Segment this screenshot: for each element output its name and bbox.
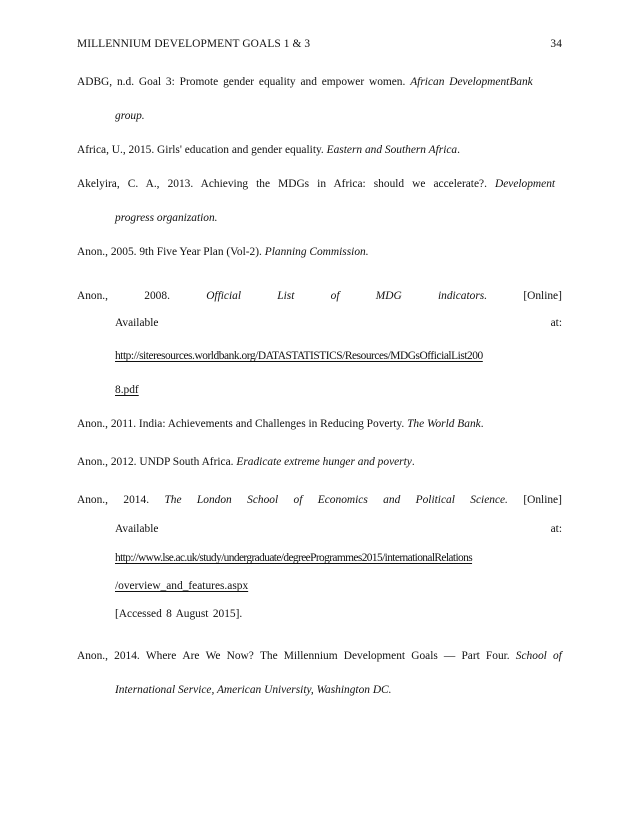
at-label: at: <box>550 523 562 535</box>
reference-entry <box>77 142 460 158</box>
reference-url-link-continued[interactable]: /overview_and_features.aspx <box>115 580 249 592</box>
ref-word: of <box>293 494 303 506</box>
reference-author: Anon., 2005. <box>77 246 137 258</box>
page-number: 34 <box>550 38 562 50</box>
running-header <box>77 38 562 54</box>
ref-word: The <box>164 494 182 506</box>
reference-source: Eradicate extreme hunger and poverty <box>236 456 412 468</box>
ref-word: indicators. <box>438 290 488 302</box>
ref-word: Development <box>343 650 406 662</box>
reference-source: Planning Commission. <box>264 246 369 258</box>
ref-word: Political <box>415 494 455 506</box>
reference-entry <box>77 454 415 470</box>
reference-end-punct: . <box>411 456 415 468</box>
reference-title: India: Achievements and Challenges in Reducing Poverty. <box>138 418 405 430</box>
ref-word: and <box>383 494 401 506</box>
ref-word: Science. <box>470 494 508 506</box>
accessed-date: [Accessed 8 August 2015]. <box>115 608 243 620</box>
at-label: at: <box>550 317 562 329</box>
reference-title: Achieving the MDGs in Africa: should we accelerate?. <box>200 178 487 190</box>
ref-word: Goals <box>411 650 438 662</box>
ref-word: [Online] <box>523 494 562 506</box>
reference-entry-justified <box>77 492 562 508</box>
reference-entry <box>77 416 484 432</box>
ref-word: Are <box>182 650 200 662</box>
reference-source: The World Bank <box>407 418 481 430</box>
reference-title: 9th Five Year Plan (Vol-2). <box>139 246 262 258</box>
reference-entry-justified <box>77 288 562 304</box>
reference-url-link-continued[interactable]: 8.pdf <box>115 384 139 396</box>
ref-word: Four. <box>485 650 510 662</box>
ref-word: We <box>205 650 221 662</box>
reference-author: Africa, U., 2015. <box>77 144 155 156</box>
ref-word: 2014. <box>123 494 150 506</box>
reference-entry <box>77 74 533 90</box>
reference-title: UNDP South Africa. <box>139 456 234 468</box>
reference-url-link[interactable]: http://siteresources.worldbank.org/DATASTATISTICS/Resources/MDGsOfficialList200 <box>115 350 483 362</box>
ref-word: 2008. <box>144 290 170 302</box>
reference-title: Goal 3: Promote gender equality and empower women. <box>138 76 406 88</box>
reference-end-punct: . <box>457 144 460 156</box>
ref-word: List <box>277 290 295 302</box>
running-title: MILLENNIUM DEVELOPMENT GOALS 1 & 3 <box>77 38 311 50</box>
available-line <box>115 315 562 331</box>
available-line <box>115 521 562 537</box>
reference-source: Eastern and Southern Africa <box>326 144 458 156</box>
ref-word: Where <box>145 650 177 662</box>
reference-source-continued: progress organization. <box>115 212 218 224</box>
reference-author: Anon., 2011. <box>77 418 137 430</box>
ref-word: Anon., <box>77 290 109 302</box>
ref-word: 2014. <box>114 650 140 662</box>
reference-author: ADBG, n.d. <box>77 76 135 88</box>
ref-word: Millennium <box>283 650 338 662</box>
available-label: Available <box>115 523 159 535</box>
ref-word: The <box>259 650 278 662</box>
reference-end-punct: . <box>480 418 484 430</box>
ref-word: [Online] <box>523 290 562 302</box>
reference-source: Development <box>494 178 556 190</box>
ref-word: of <box>330 290 340 302</box>
reference-author: Anon., 2012. <box>77 456 137 468</box>
reference-title: Girls' education and gender equality. <box>157 144 324 156</box>
ref-word: London <box>196 494 232 506</box>
available-label: Available <box>115 317 159 329</box>
reference-url-link[interactable]: http://www.lse.ac.uk/study/undergraduate/degreeProgrammes2015/internationalRelations <box>115 552 473 564</box>
ref-word: of <box>552 650 562 662</box>
ref-word: Economics <box>317 494 368 506</box>
reference-source-continued: group. <box>115 110 145 122</box>
reference-entry-justified <box>77 648 562 664</box>
ref-word: Anon., <box>77 650 109 662</box>
reference-author: Akelyira, C. A., 2013. <box>77 178 194 190</box>
reference-entry <box>77 176 562 192</box>
ref-word: Anon., <box>77 494 109 506</box>
reference-source: African DevelopmentBank <box>410 76 533 88</box>
ref-word: — <box>443 650 456 662</box>
ref-word: School <box>515 650 547 662</box>
ref-word: Now? <box>226 650 254 662</box>
reference-source-continued: International Service, American University, Washington DC. <box>115 684 392 696</box>
reference-entry <box>77 244 369 260</box>
ref-word: Part <box>461 650 480 662</box>
ref-word: MDG <box>375 290 402 302</box>
ref-word: Official <box>206 290 241 302</box>
ref-word: School <box>247 494 279 506</box>
